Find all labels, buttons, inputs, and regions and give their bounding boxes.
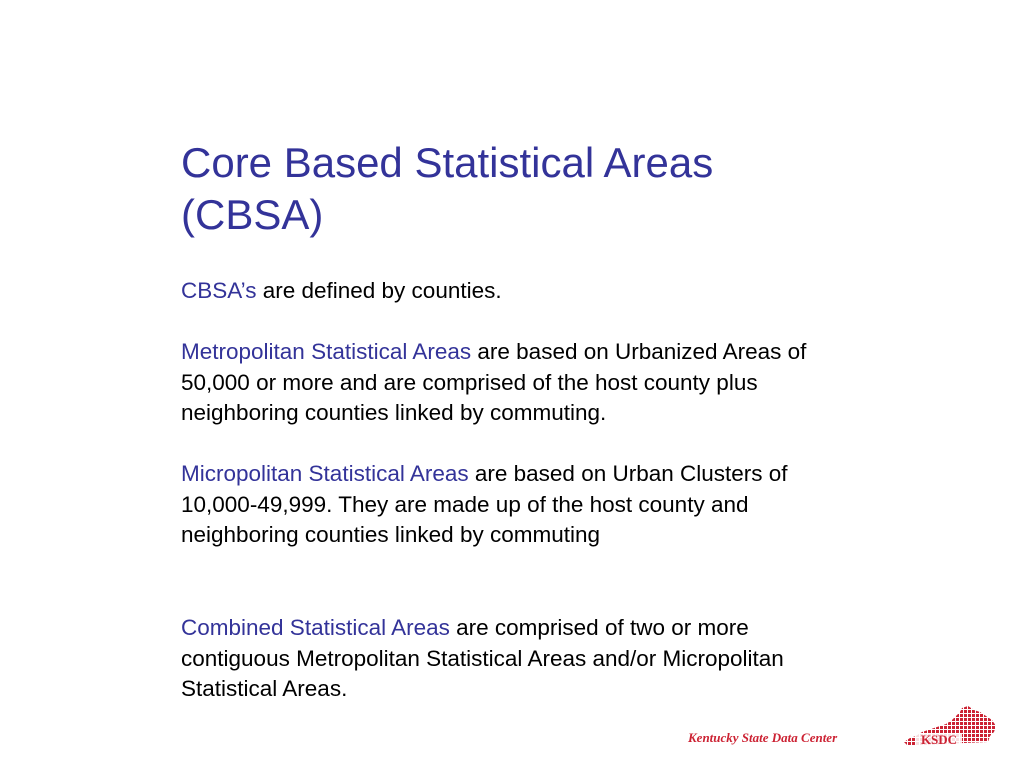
combined-term: Combined Statistical Areas (181, 615, 450, 640)
title-line-2: (CBSA) (181, 191, 324, 238)
title-line-1: Core Based Statistical Areas (181, 139, 714, 186)
combined-description: are comprised of two or more contiguous Metropolitan Statistical Areas and/or Micropolitan Statistical Areas. (181, 615, 784, 701)
metropolitan-description: are based on Urbanized Areas of 50,000 or more and are comprised of the host county plus neighboring counties linked by commuting. (181, 339, 807, 425)
cbsa-paragraph (181, 276, 821, 307)
kentucky-map-icon (904, 706, 996, 750)
slide-title (181, 137, 821, 241)
logo-letters: KSDC (920, 732, 958, 747)
micropolitan-description: are based on Urban Clusters of 10,000-49,999. They are made up of the host county and neighboring counties linked by commuting (181, 461, 788, 547)
cbsa-term: CBSA’s (181, 278, 257, 303)
micropolitan-term: Micropolitan Statistical Areas (181, 461, 469, 486)
metropolitan-term: Metropolitan Statistical Areas (181, 339, 472, 364)
micropolitan-paragraph (181, 459, 821, 551)
footer-org-name: Kentucky State Data Center (688, 730, 838, 745)
combined-paragraph (181, 613, 821, 705)
metropolitan-paragraph (181, 337, 821, 429)
cbsa-description: are defined by counties. (256, 278, 502, 303)
